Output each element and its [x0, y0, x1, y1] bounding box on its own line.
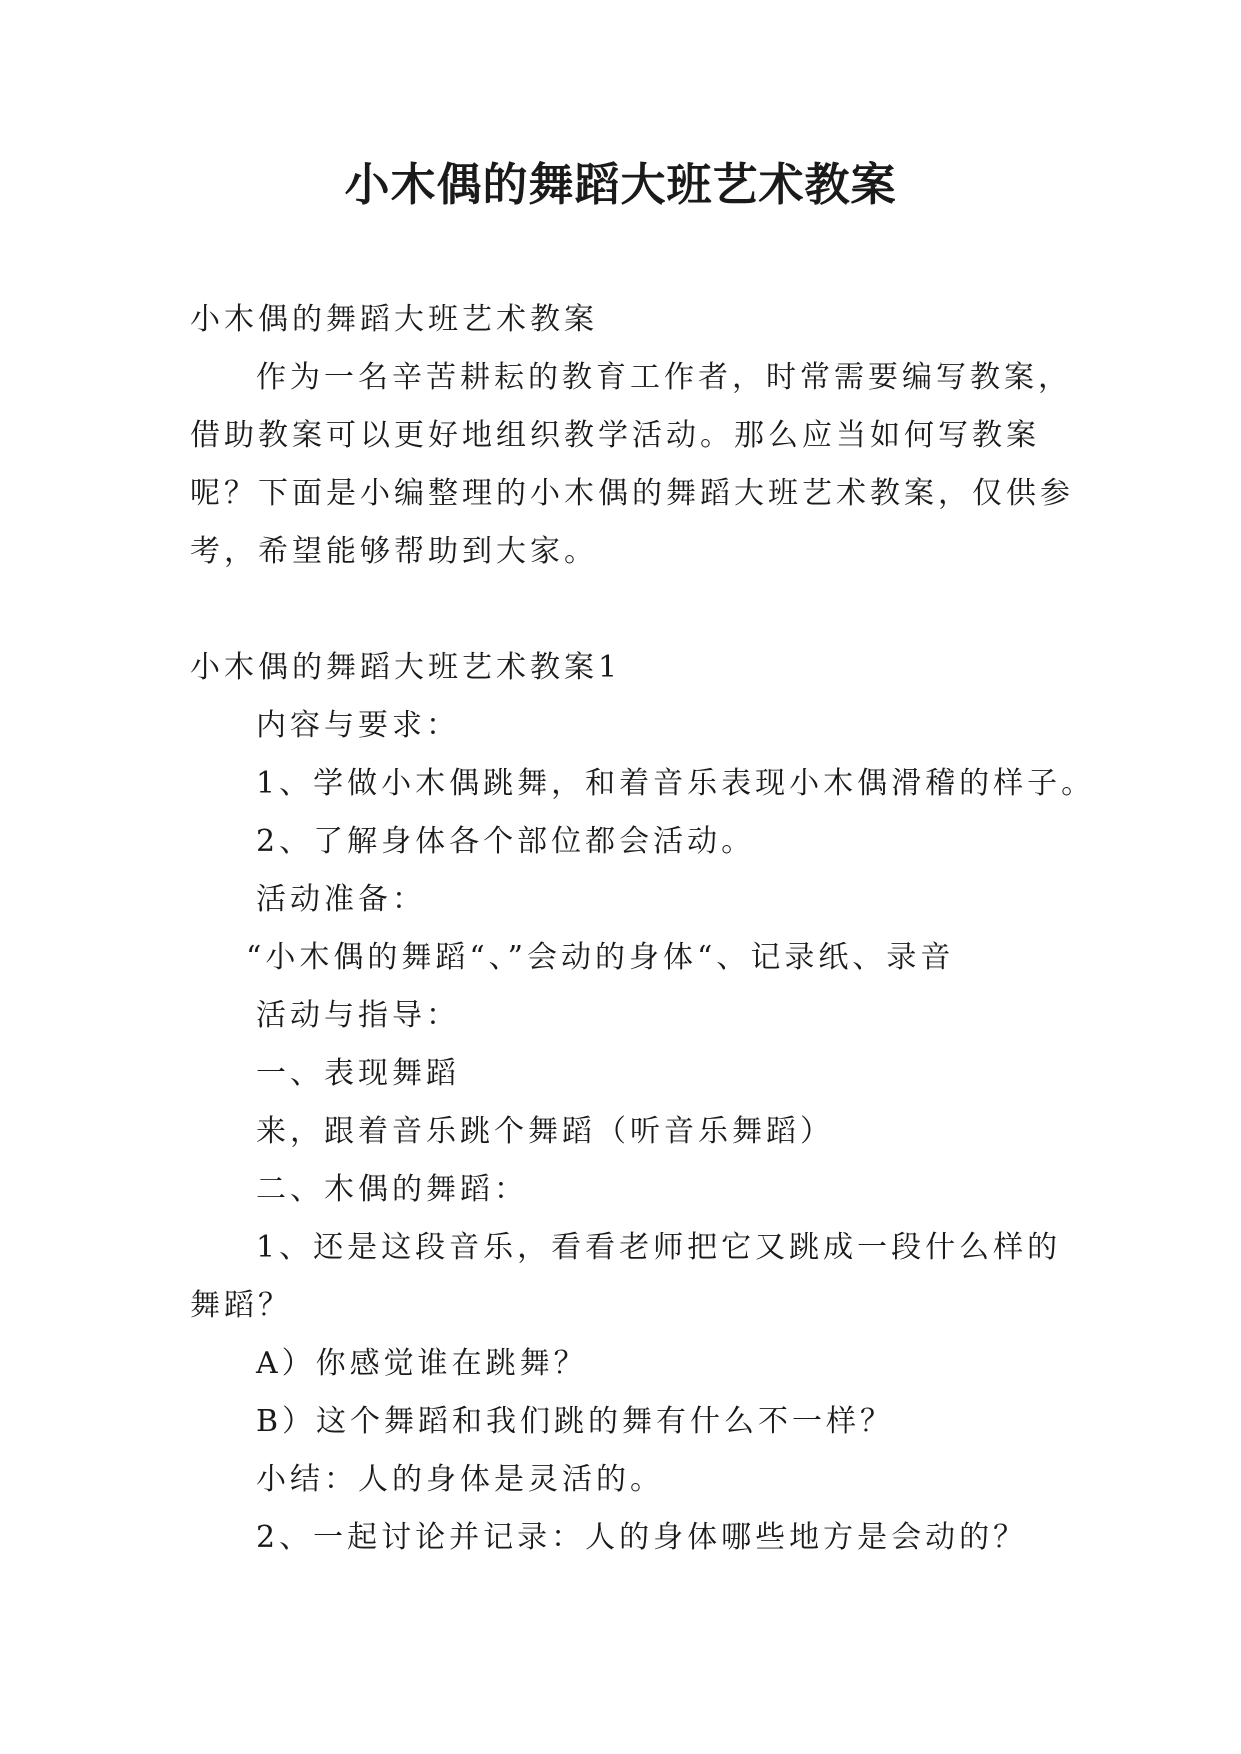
- intro-line-3: 呢？下面是小编整理的小木偶的舞蹈大班艺术教案，仅供参: [190, 476, 1074, 511]
- document-title: 小木偶的舞蹈大班艺术教案: [344, 158, 897, 211]
- step-1-text: 来，跟着音乐跳个舞蹈（听音乐舞蹈）: [256, 1114, 834, 1149]
- step-2-question-a: A）你感觉谁在跳舞？: [256, 1346, 588, 1381]
- preparation-label: 活动准备：: [256, 882, 426, 917]
- step-1-title: 一、表现舞蹈: [256, 1056, 460, 1091]
- intro-line-1: 作为一名辛苦耕耘的教育工作者，时常需要编写教案，: [256, 360, 1072, 395]
- content-label: 内容与要求：: [256, 708, 460, 743]
- step-2-question-b: B）这个舞蹈和我们跳的舞有什么不一样？: [256, 1404, 895, 1439]
- step-2-question-2: 2、一起讨论并记录：人的身体哪些地方是会动的？: [256, 1520, 1028, 1555]
- summary: 小结：人的身体是灵活的。: [256, 1462, 664, 1497]
- requirement-1: 1、学做小木偶跳舞，和着音乐表现小木偶滑稽的样子。: [256, 766, 1096, 801]
- subtitle: 小木偶的舞蹈大班艺术教案: [190, 302, 598, 337]
- document-body: [190, 291, 1096, 1567]
- step-2-question-1: 1、还是这段音乐，看看老师把它又跳成一段什么样的: [256, 1230, 1062, 1265]
- preparation-items: “小木偶的舞蹈“、”会动的身体“、记录纸、录音: [246, 940, 955, 975]
- intro-line-2: 借助教案可以更好地组织教学活动。那么应当如何写教案: [190, 418, 1040, 453]
- guidance-label: 活动与指导：: [256, 998, 460, 1033]
- step-2-question-1-cont: 舞蹈？: [190, 1288, 292, 1323]
- requirement-2: 2、了解身体各个部位都会活动。: [256, 824, 756, 859]
- step-2-title: 二、木偶的舞蹈：: [256, 1172, 528, 1207]
- paragraph-gap: [190, 581, 1070, 639]
- section-heading: 小木偶的舞蹈大班艺术教案1: [190, 650, 622, 685]
- intro-line-4: 考，希望能够帮助到大家。: [190, 534, 598, 569]
